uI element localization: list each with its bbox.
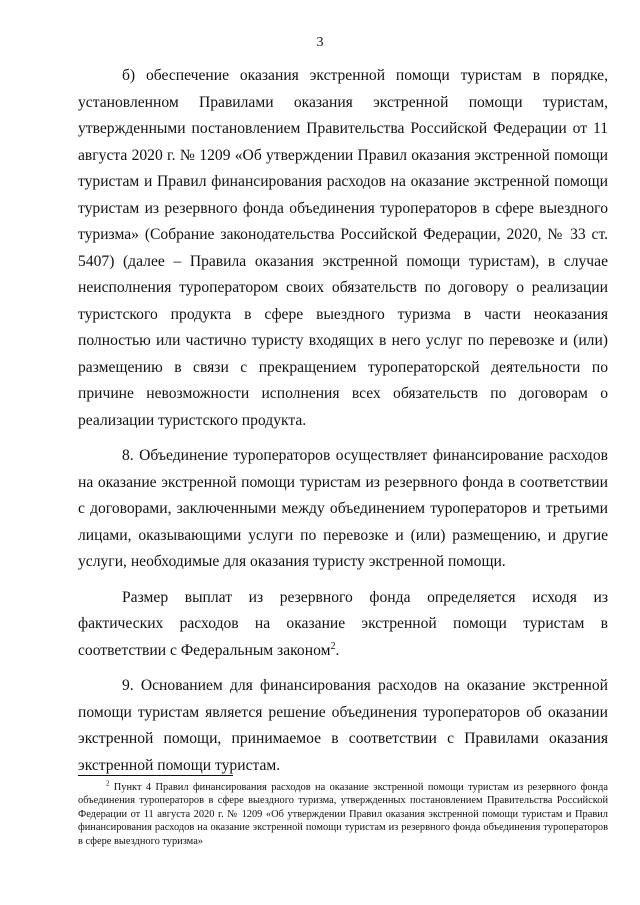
- paragraph-8: 8. Объединение туроператоров осуществляет финансирование расходов на оказание экстренной помощи туристам из резервного фонда в соответствии с договорами, заключенными между объединением туроператоров и третьими лицами, оказывающими услуги по перевозке и (или) размещению, и другие услуги, необходимые для оказания туристу экстренной помощи.: [78, 447, 608, 570]
- footnote-reference[interactable]: 2: [330, 640, 336, 652]
- footnote-marker: 2: [106, 780, 110, 788]
- paragraph-payment-size-text: Размер выплат из резервного фонда определяется исходя из фактических расходов на оказание экстренной помощи туристам в соответствии с Федеральным законом: [78, 588, 608, 659]
- footnote-separator: [78, 775, 233, 776]
- paragraph-9: 9. Основанием для финансирования расходов на оказание экстренной помощи туристам является решение объединения туроператоров об оказании экстренной помощи, принимаемое в соответствии с Правилами оказания экстренной помощи туристам.: [78, 677, 608, 774]
- footnote-text: Пункт 4 Правил финансирования расходов на оказание экстренной помощи туристам из резервного фонда объединения туроператоров в сфере выездного туризма, утвержденных постановлением Правительства Российской Федерации от 11 августа 2020 г. № 1209 «Об утверждении Правил оказания экстренной помощи туристам и Правил финансирования расходов на оказание экстренной помощи туристам из резервного фонда объединения туроператоров в сфере выездного туризма»: [78, 782, 608, 847]
- paragraph-payment-size: [78, 585, 608, 665]
- document-body: [78, 63, 608, 788]
- paragraph-payment-size-end: .: [335, 641, 340, 659]
- page-number: 3: [316, 35, 324, 50]
- footnote: [78, 781, 608, 848]
- paragraph-7b: б) обеспечение оказания экстренной помощи туристам в порядке, установленном Правилами оказания экстренной помощи туристам, утвержденными постановлением Правительства Российской Федерации от 11 августа 2020 г. № 1209 «Об утверждении Правил оказания экстренной помощи туристам и Правил финансирования расходов на оказание экстренной помощи туристам из резервного фонда объединения туроператоров в сфере выездного туризма» (Собрание законодательства Российской Федерации, 2020, № 33 ст. 5407) (далее – Правила оказания экстренной помощи туристам), в случае неисполнения туроператором своих обязательств по договору о реализации туристского продукта в сфере выездного туризма в части неоказания полностью или частично туристу входящих в него услуг по перевозке и (или) размещению в связи с прекращением туроператорской деятельности по причине невозможности исполнения всех обязательств по договорам о реализации туристского продукта.: [78, 67, 608, 429]
